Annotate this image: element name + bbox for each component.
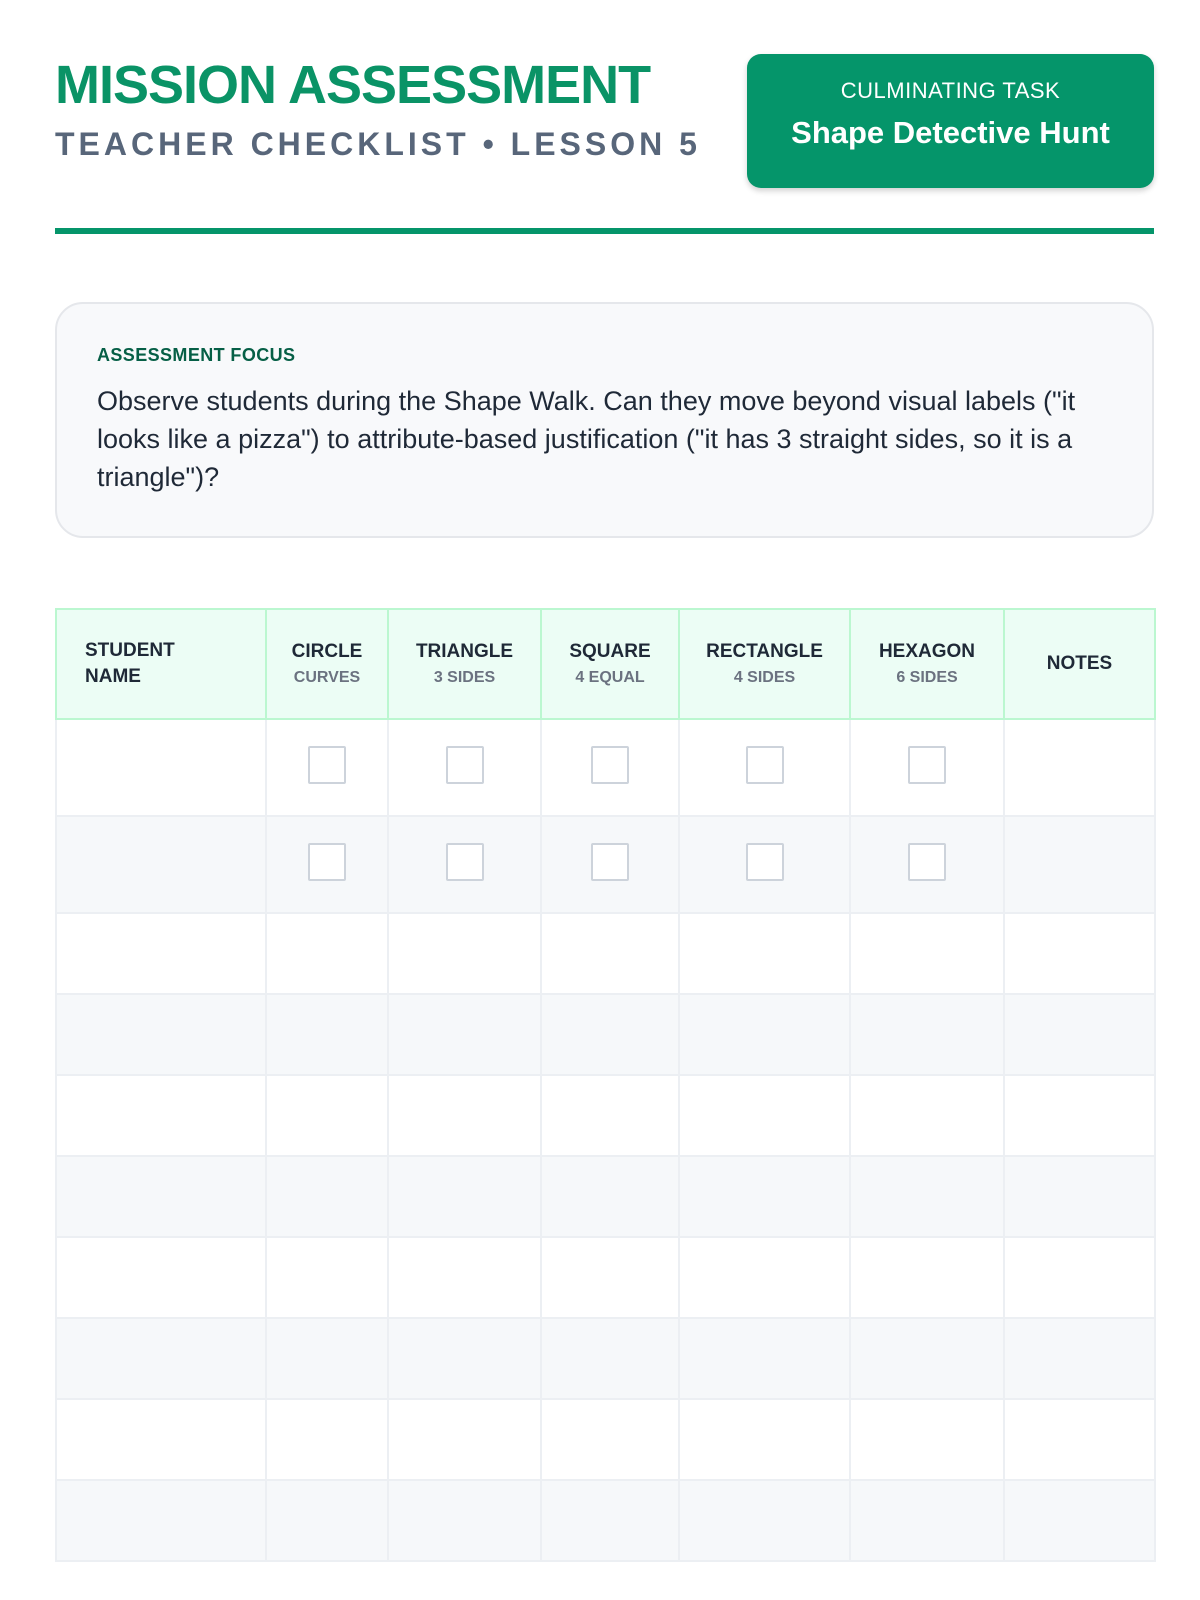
column-header-sublabel: 4 SIDES [733,669,796,686]
student-name-cell[interactable] [56,1480,266,1561]
hexagon-cell[interactable] [850,1156,1004,1237]
triangle-cell[interactable] [388,994,541,1075]
notes-cell[interactable] [1004,816,1155,913]
square-checkbox[interactable] [591,843,629,881]
page-header [55,0,1154,235]
notes-cell[interactable] [1004,1075,1155,1156]
column-header-notes [1004,609,1155,719]
square-cell[interactable] [541,1318,679,1399]
column-header-student-name [56,609,266,719]
notes-cell[interactable] [1004,1480,1155,1561]
square-checkbox[interactable] [591,746,629,784]
circle-cell [266,816,388,913]
rectangle-cell[interactable] [679,1237,850,1318]
header-divider [55,228,1154,234]
square-cell[interactable] [541,1156,679,1237]
table-row [56,1156,1155,1237]
table-row [56,1237,1155,1318]
notes-cell[interactable] [1004,719,1155,816]
table-row [56,816,1155,913]
rectangle-cell[interactable] [679,1318,850,1399]
triangle-cell[interactable] [388,1237,541,1318]
checklist-table [55,608,1156,1562]
circle-cell[interactable] [266,1480,388,1561]
student-name-cell[interactable] [56,1075,266,1156]
square-cell[interactable] [541,1237,679,1318]
triangle-cell [388,816,541,913]
rectangle-checkbox[interactable] [746,746,784,784]
triangle-cell [388,719,541,816]
triangle-cell[interactable] [388,1318,541,1399]
task-card-label: CULMINATING TASK [840,78,1061,103]
assessment-focus-box [55,302,1154,538]
student-name-cell[interactable] [56,994,266,1075]
hexagon-cell[interactable] [850,1318,1004,1399]
column-header-hexagon [850,609,1004,719]
table-row [56,1318,1155,1399]
rectangle-cell[interactable] [679,1075,850,1156]
hexagon-cell[interactable] [850,1480,1004,1561]
column-header-rectangle [679,609,850,719]
notes-cell[interactable] [1004,994,1155,1075]
table-row [56,1075,1155,1156]
hexagon-cell[interactable] [850,913,1004,994]
column-header-label-line2: NAME [85,666,141,687]
circle-cell [266,719,388,816]
circle-cell[interactable] [266,1399,388,1480]
circle-checkbox[interactable] [308,746,346,784]
notes-cell[interactable] [1004,1318,1155,1399]
student-name-cell[interactable] [56,1318,266,1399]
circle-cell[interactable] [266,1156,388,1237]
column-header-triangle [388,609,541,719]
hexagon-checkbox[interactable] [908,746,946,784]
triangle-cell[interactable] [388,1399,541,1480]
triangle-cell[interactable] [388,1156,541,1237]
hexagon-cell[interactable] [850,1075,1004,1156]
circle-checkbox[interactable] [308,843,346,881]
hexagon-checkbox[interactable] [908,843,946,881]
column-header-circle [266,609,388,719]
square-cell[interactable] [541,1480,679,1561]
square-cell[interactable] [541,913,679,994]
triangle-checkbox[interactable] [446,746,484,784]
circle-cell[interactable] [266,1237,388,1318]
rectangle-cell[interactable] [679,994,850,1075]
square-cell[interactable] [541,1399,679,1480]
table-row [56,719,1155,816]
notes-cell[interactable] [1004,1156,1155,1237]
triangle-cell[interactable] [388,913,541,994]
task-card-title: Shape Detective Hunt [791,115,1110,150]
column-header-sublabel: 4 EQUAL [575,669,645,686]
triangle-checkbox[interactable] [446,843,484,881]
column-header-label: STUDENT [85,640,175,661]
table-header-row [56,609,1155,719]
student-name-cell[interactable] [56,719,266,816]
notes-cell[interactable] [1004,1399,1155,1480]
rectangle-checkbox[interactable] [746,843,784,881]
rectangle-cell[interactable] [679,1399,850,1480]
column-header-label: SQUARE [569,641,651,662]
circle-cell[interactable] [266,1318,388,1399]
student-name-cell[interactable] [56,1399,266,1480]
square-cell [541,816,679,913]
student-name-cell[interactable] [56,816,266,913]
rectangle-cell[interactable] [679,1480,850,1561]
hexagon-cell [850,719,1004,816]
square-cell[interactable] [541,1075,679,1156]
square-cell[interactable] [541,994,679,1075]
column-header-label: CIRCLE [291,641,363,662]
assessment-focus-text: Observe students during the Shape Walk. Can they move beyond visual labels ("it looks like a pizza") to attribute-based justification ("it has 3 straight sides, so it is a triangle")? [97,386,1076,492]
notes-cell[interactable] [1004,1237,1155,1318]
table-row [56,1399,1155,1480]
column-header-label: RECTANGLE [706,641,823,662]
rectangle-cell [679,719,850,816]
culminating-task-card [747,54,1154,188]
column-header-sublabel: CURVES [293,669,361,686]
column-header-square [541,609,679,719]
assessment-focus-label: ASSESSMENT FOCUS [97,345,296,365]
triangle-cell[interactable] [388,1480,541,1561]
hexagon-cell[interactable] [850,1399,1004,1480]
page-subtitle: TEACHER CHECKLIST • LESSON 5 [55,126,701,162]
table-row [56,1480,1155,1561]
student-name-cell[interactable] [56,913,266,994]
circle-cell[interactable] [266,913,388,994]
circle-cell[interactable] [266,1075,388,1156]
page-title: MISSION ASSESSMENT [55,55,651,115]
hexagon-cell[interactable] [850,1237,1004,1318]
table-row [56,994,1155,1075]
student-name-cell[interactable] [56,1156,266,1237]
column-header-sublabel: 3 SIDES [433,669,496,686]
triangle-cell[interactable] [388,1075,541,1156]
hexagon-cell [850,816,1004,913]
column-header-label: TRIANGLE [415,641,514,662]
column-header-sublabel: 6 SIDES [896,669,958,686]
rectangle-cell[interactable] [679,1156,850,1237]
rectangle-cell[interactable] [679,913,850,994]
square-cell [541,719,679,816]
table-row [56,913,1155,994]
rectangle-cell [679,816,850,913]
notes-cell[interactable] [1004,913,1155,994]
column-header-label: HEXAGON [878,641,976,662]
circle-cell[interactable] [266,994,388,1075]
column-header-label: NOTES [1046,653,1113,674]
student-name-cell[interactable] [56,1237,266,1318]
hexagon-cell[interactable] [850,994,1004,1075]
